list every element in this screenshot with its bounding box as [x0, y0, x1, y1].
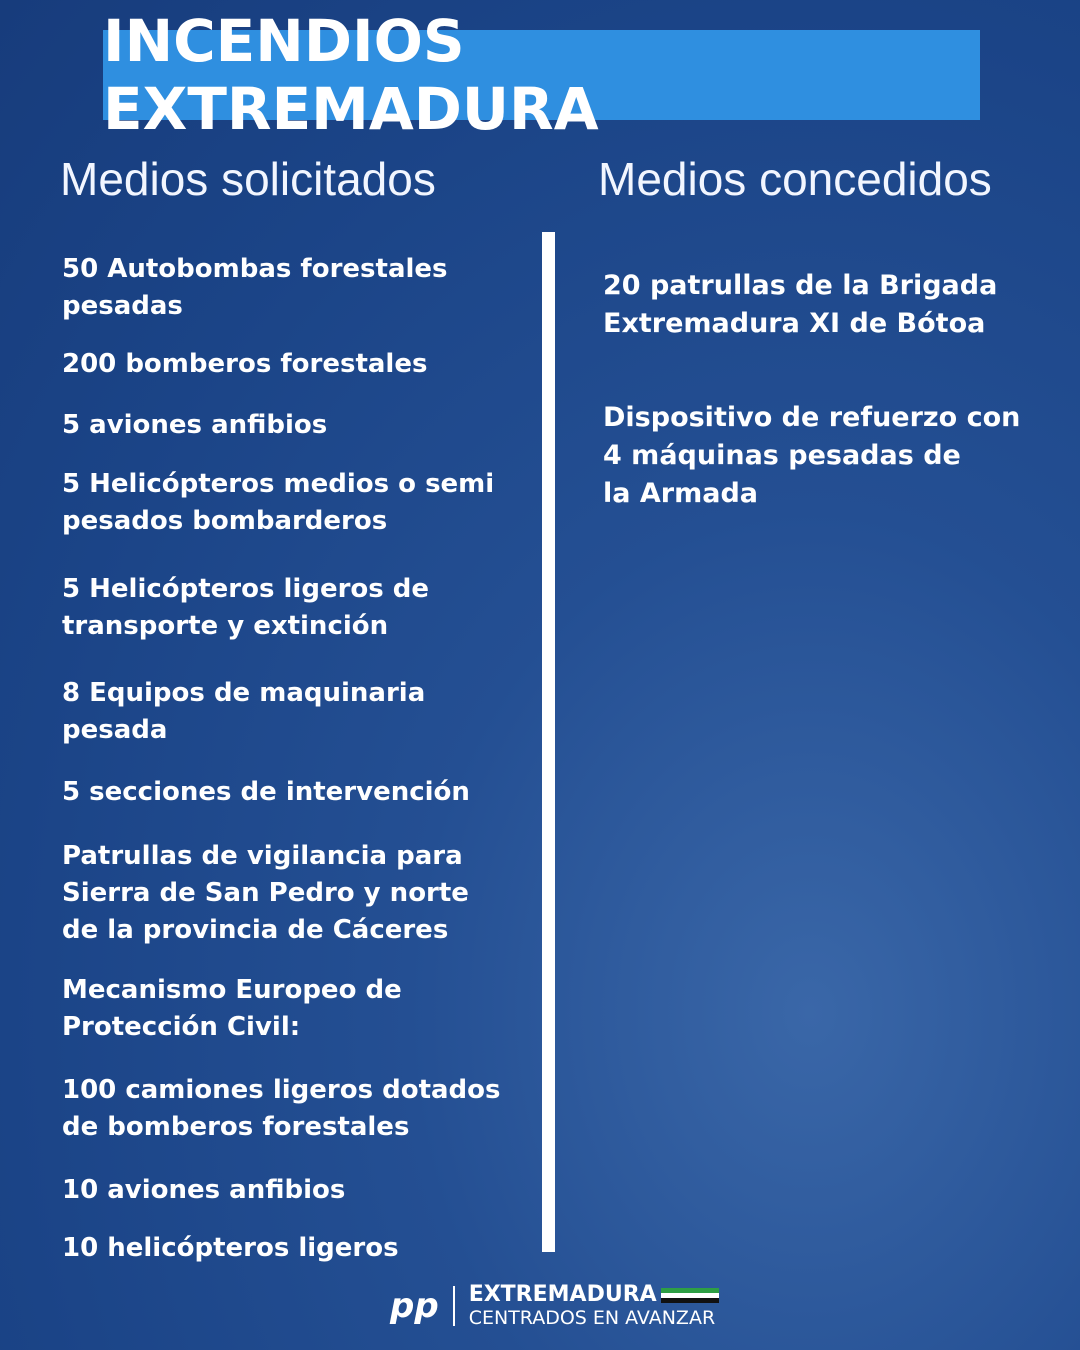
- list-item: 200 bomberos forestales: [62, 349, 428, 379]
- header-solicitados: Medios solicitados: [60, 153, 436, 205]
- list-item: 20 patrullas de la Brigada Extremadura XI de Bótoa: [603, 270, 998, 339]
- extremadura-flag-icon: [661, 1288, 719, 1303]
- pp-logo: pp: [390, 1286, 439, 1326]
- list-item: 10 helicópteros ligeros: [62, 1233, 399, 1263]
- column-divider: [542, 232, 555, 1252]
- footer-brand: [390, 1283, 719, 1329]
- list-item: 5 aviones anfibios: [62, 410, 328, 440]
- list-item: 100 camiones ligeros dotados de bomberos forestales: [62, 1075, 501, 1142]
- list-item: 8 Equipos de maquinaria pesada: [62, 678, 426, 745]
- list-item: Mecanismo Europeo de Protección Civil:: [62, 975, 402, 1042]
- list-item: 5 secciones de intervención: [62, 777, 470, 807]
- list-item: 5 Helicópteros ligeros de transporte y extinción: [62, 574, 430, 641]
- brand-line2: CENTRADOS EN AVANZAR: [468, 1307, 716, 1329]
- brand-line1: EXTREMADURA: [468, 1282, 657, 1307]
- list-item: 50 Autobombas forestales pesadas: [62, 254, 448, 321]
- list-item: Dispositivo de refuerzo con 4 máquinas pesadas de la Armada: [603, 402, 1021, 509]
- header-concedidos: Medios concedidos: [598, 153, 992, 205]
- list-item: 5 Helicópteros medios o semi pesados bombarderos: [62, 469, 495, 536]
- page-title: INCENDIOS EXTREMADURA: [103, 30, 980, 120]
- list-item: 10 aviones anfibios: [62, 1175, 346, 1205]
- list-item: Patrullas de vigilancia para Sierra de San Pedro y norte de la provincia de Cáceres: [62, 841, 469, 945]
- separator: [453, 1286, 455, 1326]
